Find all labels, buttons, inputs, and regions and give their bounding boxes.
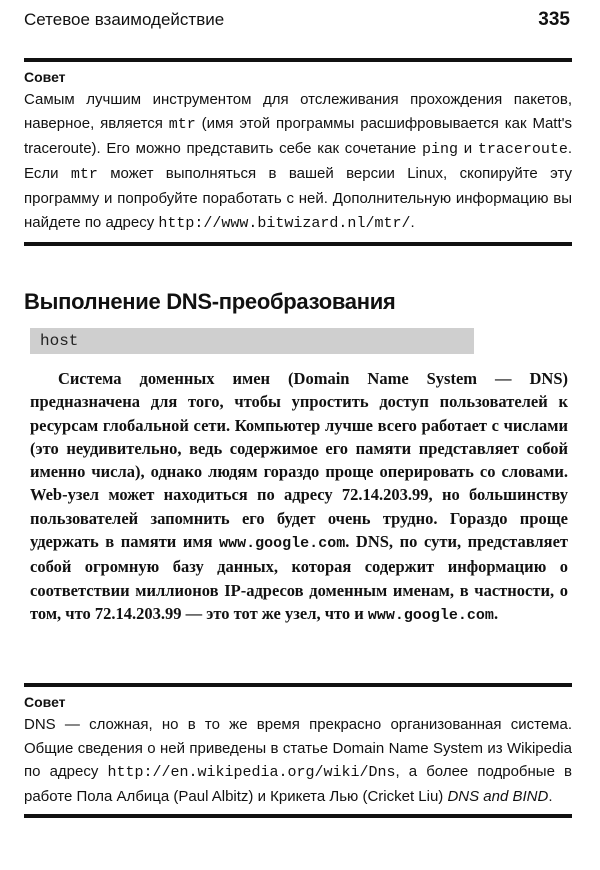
body-text: . DNS, по сути, представляет собой огромную базу данных, которая содержит информацию о соответствии миллионов IP-адресов доменным именам, в частности, о том, что 72.14.203.99 — это тот же узел, что и <box>30 532 568 623</box>
tip-title: Совет <box>24 694 66 710</box>
code-ping: ping <box>421 141 458 158</box>
tip-text: . Если <box>24 140 572 182</box>
section-heading: Выполнение DNS-преобразования <box>24 289 396 314</box>
tip-box-mtr <box>24 58 572 246</box>
url-wikipedia: http://en.wikipedia.org/wiki/Dns <box>107 764 396 781</box>
code-mtr: mtr <box>70 166 98 183</box>
running-header <box>24 10 572 34</box>
tip-rule-bottom <box>24 242 572 246</box>
tip-rule-bottom <box>24 814 572 818</box>
page-number: 335 <box>538 9 570 30</box>
tip-box-dns <box>24 683 572 818</box>
running-header-title: Сетевое взаимодействие <box>24 10 225 29</box>
tip-text: . <box>410 214 415 231</box>
tip-rule-top <box>24 58 572 62</box>
book-title: DNS and BIND <box>447 787 549 805</box>
command-bar: host <box>30 328 474 354</box>
tip-text: может выполняться в вашей версии Linux, скопируйте эту программу и попробуйте поработать с ней. Дополнительную информацию вы найдете по адресу <box>24 165 572 231</box>
tip-text: DNS — сложная, но в то же время прекрасно организованная система. Общие сведения о ней приведены в статье Domain Name System из Wikipedia по адресу <box>24 716 572 780</box>
body-paragraph <box>30 367 568 627</box>
tip-body <box>24 713 572 808</box>
code-google: www.google.com <box>219 535 346 553</box>
code-mtr: mtr <box>168 116 196 133</box>
tip-body <box>24 88 572 236</box>
tip-text: (имя этой программы расшифровывается как Matt's traceroute). Его можно представить себе как сочетание <box>24 115 573 157</box>
code-google: www.google.com <box>367 606 494 624</box>
tip-text: и <box>457 140 478 157</box>
body-text: Система доменных имен (Domain Name System — DNS) предназначена для того, чтобы упростить доступ пользователей к ресурсам глобальной сети. Компьютер лучше всего работает с числами (это неудивительно, ведь содержимое его памяти представляет собой именно числа), однако людям гораздо проще оперировать со словами. Web-узел может находиться по адресу 72.14.203.99, но большинству пользователей запомнить его будет очень трудно. Гораздо проще удержать в памяти имя <box>30 369 568 552</box>
tip-text: , а более подробные в работе Пола Албица (Paul Albitz) и Крикета Лью (Cricket Liu) <box>24 763 572 805</box>
code-traceroute: traceroute <box>477 141 568 158</box>
tip-text: Самым лучшим инструментом для отслеживания прохождения пакетов, наверное, является <box>24 91 572 132</box>
body-text: . <box>493 603 499 623</box>
tip-text: . <box>548 787 553 805</box>
tip-title: Совет <box>24 69 66 85</box>
tip-rule-top <box>24 683 572 687</box>
url-bitwizard: http://www.bitwizard.nl/mtr/ <box>158 215 411 232</box>
